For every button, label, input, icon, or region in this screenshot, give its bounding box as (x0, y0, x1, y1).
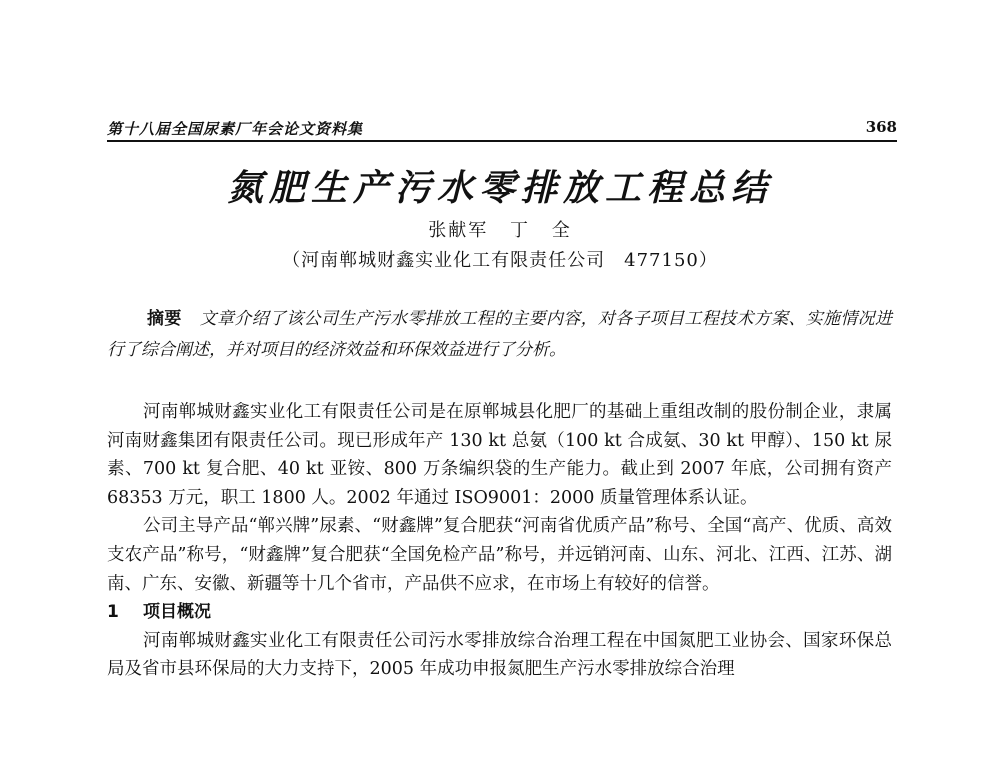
page-number: 368 (865, 118, 897, 136)
paper-title: 氮肥生产污水零排放工程总结 (226, 167, 773, 209)
section-title: 项目概况 (143, 602, 211, 623)
paper-authors: 张献军 丁 全 (428, 220, 572, 241)
section-heading (107, 598, 892, 627)
body-paragraph-1: 河南郸城财鑫实业化工有限责任公司是在原郸城县化肥厂的基础上重组改制的股份制企业，隶属河南财鑫集团有限责任公司。现已形成年产 130 kt 总氨（100 kt 合成氨、30 kt 甲醇）、150 kt 尿素、700 kt 复合肥、40 kt 亚铵、800 万条编织袋的生产能力。截止到 2007 年底，公司拥有资产 68353 万元，职工 1800 人。2002 年通过 ISO9001：2000 质量管理体系认证。 (107, 402, 892, 508)
paper-affiliation: （河南郸城财鑫实业化工有限责任公司 477150） (282, 250, 718, 271)
running-header (107, 114, 897, 142)
abstract-text: 文章介绍了该公司生产污水零排放工程的主要内容，对各子项目工程技术方案、实施情况进行了综合阐述，并对项目的经济效益和环保效益进行了分析。 (107, 309, 893, 360)
running-title: 第十八届全国尿素厂年会论文资料集 (107, 120, 364, 138)
section-paragraph: 河南郸城财鑫实业化工有限责任公司污水零排放综合治理工程在中国氮肥工业协会、国家环保总局及省市县环保局的大力支持下，2005 年成功申报氮肥生产污水零排放综合治理 (107, 630, 892, 680)
abstract (107, 304, 892, 366)
section-number: 1 (107, 602, 119, 623)
abstract-label: 摘要 (147, 309, 182, 329)
body-paragraph-2: 公司主导产品“郸兴牌”尿素、“财鑫牌”复合肥获“河南省优质产品”称号、全国“高产、优质、高效支农产品”称号，“财鑫牌”复合肥获“全国免检产品”称号，并远销河南、山东、河北、江西、江苏、湖南、广东、安徽、新疆等十几个省市，产品供不应求，在市场上有较好的信誉。 (107, 516, 892, 594)
body-text (107, 398, 892, 684)
